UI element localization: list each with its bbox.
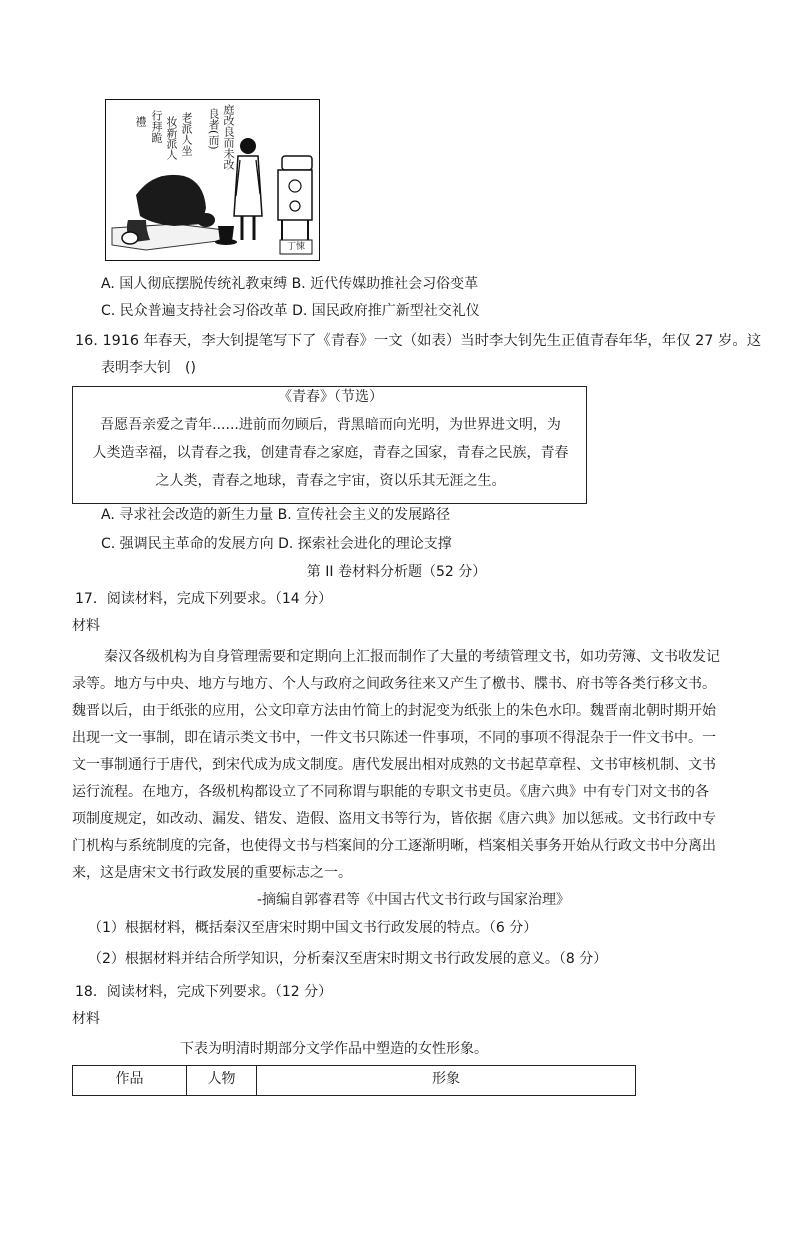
table-header-character: 人物 [207, 1071, 236, 1087]
q18-intro: 下表为明清时期部分文学作品中塑造的女性形象。 [180, 1041, 488, 1057]
section-title: 第 II 卷材料分析题（52 分） [306, 564, 487, 580]
q18-table [72, 1065, 636, 1096]
caption-col-4: 妆新派人 [165, 116, 178, 160]
q17-source: -摘编自郭睿君等《中国古代文书行政与国家治理》 [256, 892, 570, 908]
q17-para-line-4: 出现一文一事制，即在请示类文书中，一件文书只陈述一件事项，不同的事项不得混杂于一件文书中。一 [72, 730, 716, 746]
cartoon-signature: 丁悚 [287, 242, 306, 252]
table-header-image: 形象 [432, 1071, 460, 1087]
q15-option-line-1: A. 国人彻底摆脱传统礼教束缚 B. 近代传媒助推社会习俗变革 [101, 276, 479, 292]
q18-stem: 18．阅读材料，完成下列要求。（12 分） [75, 984, 333, 1000]
excerpt-line-2: 人类造幸福，以青春之我，创建青春之家庭，青春之国家，青春之民族，青春 [92, 445, 569, 461]
q17-material-label: 材料 [72, 618, 100, 634]
cartoon-illustration [105, 99, 320, 261]
q16-stem-line-1: 16. 1916 年春天，李大钊提笔写下了《青春》一文（如表）当时李大钊先生正值青春年华，年仅 27 岁。这 [75, 333, 762, 349]
q17-subquestion-2: （2）根据材料并结合所学知识，分析秦汉至唐宋时期文书行政发展的意义。（8 分） [88, 951, 608, 967]
q17-para-line-7: 项制度规定，如改动、漏发、错发、造假、盗用文书等行为，皆依据《唐六典》加以惩戒。文书行政中专 [72, 811, 716, 827]
q17-para-line-6: 运行流程。在地方，各级机构都设立了不同称谓与职能的专职文书吏员。《唐六典》中有专门对文书的各 [72, 784, 709, 800]
q16-stem-line-2: 表明李大钊 () [101, 360, 196, 376]
excerpt-line-3: 之人类，青春之地球，青春之宇宙，资以乐其无涯之生。 [155, 473, 506, 489]
excerpt-box [72, 386, 587, 504]
caption-col-3: 老派人坐 [180, 112, 193, 156]
q17-para-line-8: 门机构与系统制度的完备，也使得文书与档案间的分工逐渐明晰，档案相关事务开始从行政文书中分离出 [72, 838, 716, 854]
q17-para-line-2: 录等。地方与中央、地方与地方、个人与政府之间政务往来又产生了檄书、牒书、府书等各类行移文书。 [72, 676, 716, 692]
caption-col-2: 良者(而) [207, 108, 220, 150]
q17-para-line-3: 魏晋以后，由于纸张的应用，公文印章方法由竹简上的封泥变为纸张上的朱色水印。魏晋南北朝时期开始 [72, 703, 716, 719]
q18-material-label: 材料 [72, 1011, 100, 1027]
q16-option-line-2: C. 强调民主革命的发展方向 D. 探索社会进化的理论支撑 [101, 536, 452, 552]
cartoon-caption [112, 104, 235, 200]
caption-col-1: 庭改良而未改 [222, 104, 235, 170]
q17-para-line-5: 文一事制通行于唐代，到宋代成为成文制度。唐代发展出相对成熟的文书起草章程、文书审核机制、文书 [72, 757, 716, 773]
q15-option-line-2: C. 民众普遍支持社会习俗改革 D. 国民政府推广新型社交礼仪 [101, 303, 480, 319]
caption-col-6: 禮 [134, 116, 147, 127]
table-header-work: 作品 [115, 1071, 144, 1087]
q16-option-line-1: A. 寻求社会改造的新生力量 B. 宣传社会主义的发展路径 [101, 507, 451, 523]
excerpt-line-1: 吾愿吾亲爱之青年......进前而勿顾后，背黑暗而向光明，为世界进文明，为 [100, 417, 561, 433]
q17-stem: 17．阅读材料，完成下列要求。（14 分） [75, 591, 333, 607]
q17-para-line-1: 秦汉各级机构为自身管理需要和定期向上汇报而制作了大量的考绩管理文书，如功劳簿、文书收发记 [104, 649, 720, 665]
excerpt-title: 《青春》（节选） [278, 389, 383, 405]
caption-col-5: 行拜跪 [150, 110, 163, 143]
q17-para-line-9: 来，这是唐宋文书行政发展的重要标志之一。 [72, 865, 352, 881]
q17-subquestion-1: （1）根据材料，概括秦汉至唐宋时期中国文书行政发展的特点。（6 分） [88, 920, 538, 936]
